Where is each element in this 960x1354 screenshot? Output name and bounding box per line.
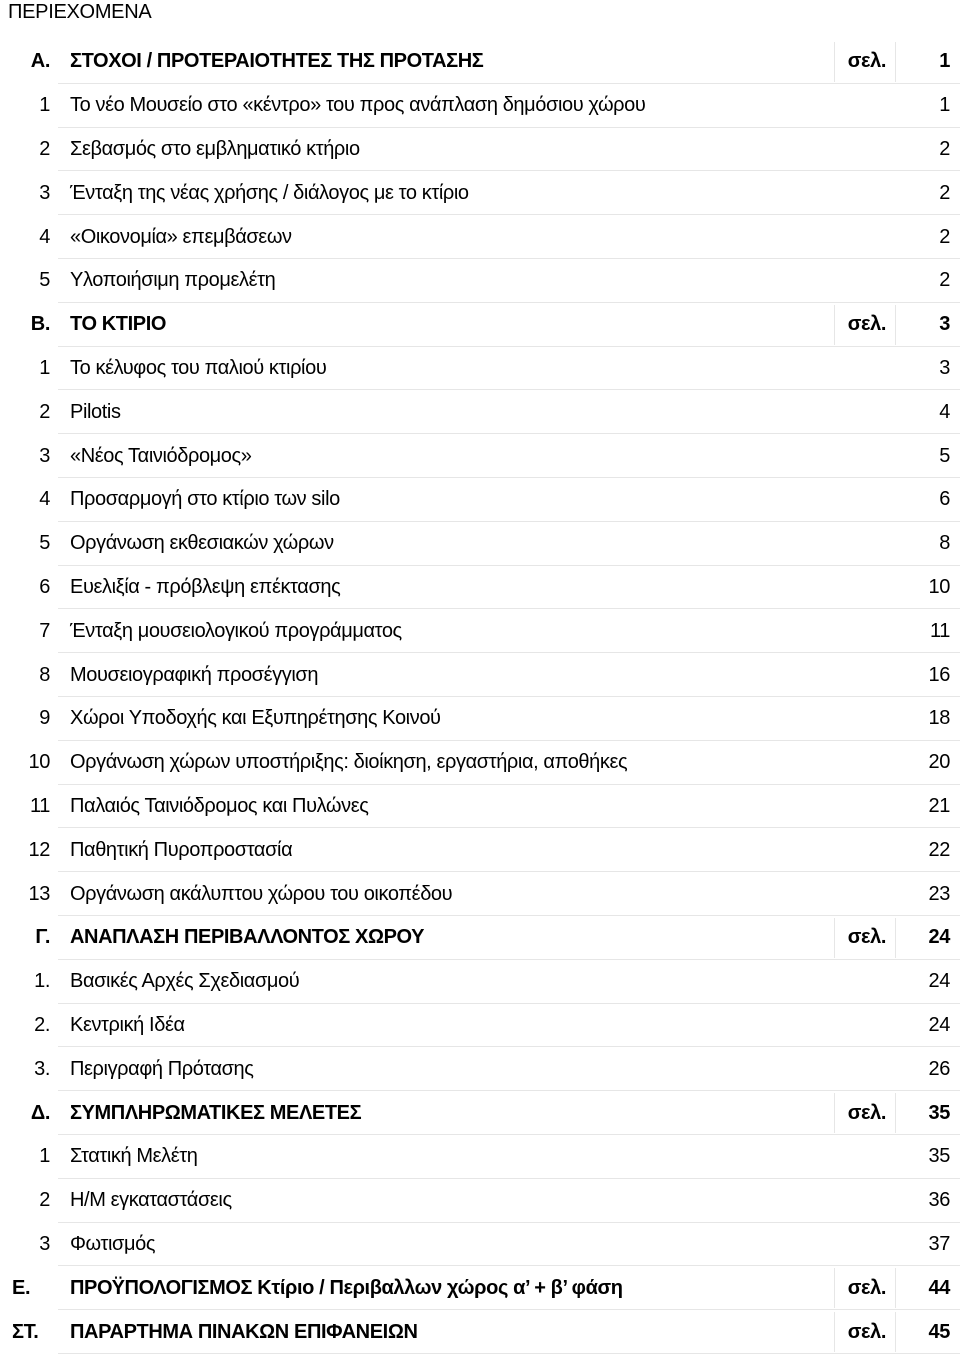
toc-title: Το κέλυφος του παλιού κτιρίου <box>70 356 327 379</box>
toc-section-row <box>0 1310 960 1354</box>
toc-section-row <box>0 303 960 347</box>
toc-entry-row <box>0 434 960 478</box>
toc-page-number: 8 <box>939 532 950 555</box>
toc-title: «Οικονομία» επεμβάσεων <box>70 225 292 248</box>
toc-title: Ένταξη της νέας χρήσης / διάλογος με το κτίριο <box>70 181 469 204</box>
toc-entry-row <box>0 1179 960 1223</box>
toc-page-prefix: σελ. <box>847 926 886 949</box>
toc-entry-row <box>0 128 960 172</box>
toc-page-number: 20 <box>928 751 950 774</box>
toc-entry-row <box>0 960 960 1004</box>
toc-page-number: 35 <box>928 1145 950 1168</box>
toc-entry-row <box>0 347 960 391</box>
toc-number: 5 <box>39 532 50 555</box>
toc-page-number: 18 <box>928 707 950 730</box>
toc-page-number: 24 <box>928 970 950 993</box>
toc-number: 1 <box>39 1145 50 1168</box>
toc-title: Οργάνωση χώρων υποστήριξης: διοίκηση, εργαστήρια, αποθήκες <box>70 751 628 774</box>
toc-title: Παλαιός Ταινιόδρομος και Πυλώνες <box>70 794 369 817</box>
toc-page-number: 11 <box>930 619 950 642</box>
toc-entry-row <box>0 390 960 434</box>
toc-page-number: 3 <box>939 313 950 336</box>
toc-page-number: 23 <box>928 882 950 905</box>
toc-entry-row <box>0 609 960 653</box>
toc-title: ΠΡΟΫΠΟΛΟΓΙΣΜΟΣ Κτίριο / Περιβαλλων χώρος α’ + β’ φάση <box>70 1276 623 1299</box>
toc-page-number: 35 <box>928 1101 950 1124</box>
toc-number: 3. <box>34 1057 50 1080</box>
toc-entry-row <box>0 1223 960 1267</box>
table-of-contents <box>0 40 960 1354</box>
toc-title: ΠΑΡΑΡΤΗΜΑ ΠΙΝΑΚΩΝ ΕΠΙΦΑΝΕΙΩΝ <box>70 1320 418 1343</box>
toc-title: Σεβασμός στο εμβληματικό κτήριο <box>70 137 360 160</box>
toc-number: 2 <box>39 1189 50 1212</box>
toc-entry-row <box>0 1135 960 1179</box>
toc-page-number: 2 <box>939 225 950 248</box>
toc-number: 11 <box>30 794 50 817</box>
toc-page-prefix: σελ. <box>847 1101 886 1124</box>
toc-entry-row <box>0 741 960 785</box>
toc-page-prefix: σελ. <box>847 313 886 336</box>
toc-title: Pilotis <box>70 400 121 423</box>
toc-title: Κεντρική Ιδέα <box>70 1013 185 1036</box>
toc-page-number: 4 <box>939 400 950 423</box>
toc-page-prefix: σελ. <box>847 1320 886 1343</box>
toc-title: Υλοποιήσιμη προμελέτη <box>70 269 276 292</box>
toc-entry-row <box>0 215 960 259</box>
toc-title: Ευελιξία - πρόβλεψη επέκτασης <box>70 575 341 598</box>
toc-page-number: 45 <box>928 1320 950 1343</box>
toc-number: Γ. <box>35 926 50 949</box>
toc-title: ΑΝΑΠΛΑΣΗ ΠΕΡΙΒΑΛΛΟΝΤΟΣ ΧΩΡΟΥ <box>70 926 425 949</box>
toc-section-row <box>0 1091 960 1135</box>
toc-number: 2. <box>34 1013 50 1036</box>
toc-title: Οργάνωση ακάλυπτου χώρου του οικοπέδου <box>70 882 453 905</box>
toc-title: Βασικές Αρχές Σχεδιασμού <box>70 970 300 993</box>
toc-entry-row <box>0 478 960 522</box>
toc-entry-row <box>0 872 960 916</box>
toc-number: Ε. <box>12 1276 31 1299</box>
toc-title: Μουσειογραφική προσέγγιση <box>70 663 319 686</box>
page-title: ΠΕΡΙΕΧΟΜΕΝΑ <box>8 1 152 23</box>
toc-entry-row <box>0 697 960 741</box>
toc-page-number: 6 <box>939 488 950 511</box>
toc-title: Στατική Μελέτη <box>70 1145 198 1168</box>
toc-number: 6 <box>39 575 50 598</box>
toc-page-prefix: σελ. <box>847 50 886 73</box>
toc-page-number: 2 <box>939 137 950 160</box>
toc-entry-row <box>0 1004 960 1048</box>
toc-number: 3 <box>39 444 50 467</box>
toc-entry-row <box>0 785 960 829</box>
toc-title: «Νέος Ταινιόδρομος» <box>70 444 252 467</box>
toc-page-number: 26 <box>928 1057 950 1080</box>
toc-page-number: 2 <box>939 269 950 292</box>
toc-number: 2 <box>39 400 50 423</box>
toc-entry-row <box>0 522 960 566</box>
toc-number: 5 <box>39 269 50 292</box>
toc-number: 9 <box>39 707 50 730</box>
toc-number: 1 <box>39 94 50 117</box>
toc-page-number: 1 <box>939 94 950 117</box>
toc-title: Φωτισμός <box>70 1232 156 1255</box>
toc-page-number: 5 <box>939 444 950 467</box>
toc-entry-row <box>0 828 960 872</box>
toc-number: 13 <box>28 882 50 905</box>
toc-number: 7 <box>39 619 50 642</box>
toc-number: Δ. <box>30 1101 50 1124</box>
toc-number: 4 <box>39 488 50 511</box>
toc-section-row <box>0 1266 960 1310</box>
toc-page-prefix: σελ. <box>847 1276 886 1299</box>
toc-page-number: 24 <box>928 926 950 949</box>
toc-number: Β. <box>30 313 50 336</box>
toc-title: Ένταξη μουσειολογικού προγράμματος <box>70 619 402 642</box>
toc-entry-row <box>0 259 960 303</box>
toc-title: ΣΥΜΠΛΗΡΩΜΑΤΙΚΕΣ ΜΕΛΕΤΕΣ <box>70 1101 362 1124</box>
toc-entry-row <box>0 1047 960 1091</box>
toc-page-number: 44 <box>928 1276 950 1299</box>
toc-title: Προσαρμογή στο κτίριο των silo <box>70 488 340 511</box>
toc-number: 2 <box>39 137 50 160</box>
toc-number: 1 <box>39 356 50 379</box>
toc-page-number: 10 <box>928 575 950 598</box>
toc-number: 10 <box>28 751 50 774</box>
toc-title: Περιγραφή Πρότασης <box>70 1057 254 1080</box>
toc-title: Παθητική Πυροπροστασία <box>70 838 293 861</box>
toc-number: Α. <box>30 50 50 73</box>
toc-title: Το νέο Μουσείο στο «κέντρο» του προς ανάπλαση δημόσιου χώρου <box>70 94 646 117</box>
toc-page-number: 1 <box>939 50 950 73</box>
toc-entry-row <box>0 566 960 610</box>
toc-number: 3 <box>39 1232 50 1255</box>
toc-page-number: 21 <box>928 794 950 817</box>
toc-entry-row <box>0 171 960 215</box>
toc-page-number: 37 <box>928 1232 950 1255</box>
toc-number: 3 <box>39 181 50 204</box>
toc-page-number: 16 <box>928 663 950 686</box>
toc-page-number: 22 <box>928 838 950 861</box>
toc-page-number: 24 <box>928 1013 950 1036</box>
toc-page-number: 36 <box>928 1189 950 1212</box>
toc-title: ΤΟ ΚΤΙΡΙΟ <box>70 313 167 336</box>
toc-page-number: 2 <box>939 181 950 204</box>
toc-title: ΣΤΟΧΟΙ / ΠΡΟΤΕΡΑΙΟΤΗΤΕΣ ΤΗΣ ΠΡΟΤΑΣΗΣ <box>70 50 484 73</box>
toc-section-row <box>0 40 960 84</box>
toc-entry-row <box>0 84 960 128</box>
toc-number: 1. <box>34 970 50 993</box>
toc-page-number: 3 <box>939 356 950 379</box>
toc-number: 4 <box>39 225 50 248</box>
toc-number: 8 <box>39 663 50 686</box>
toc-title: Χώροι Υποδοχής και Εξυπηρέτησης Κοινού <box>70 707 441 730</box>
toc-section-row <box>0 916 960 960</box>
toc-number: ΣΤ. <box>12 1320 39 1343</box>
toc-title: Η/Μ εγκαταστάσεις <box>70 1189 232 1212</box>
toc-entry-row <box>0 653 960 697</box>
toc-number: 12 <box>28 838 50 861</box>
toc-title: Οργάνωση εκθεσιακών χώρων <box>70 532 334 555</box>
